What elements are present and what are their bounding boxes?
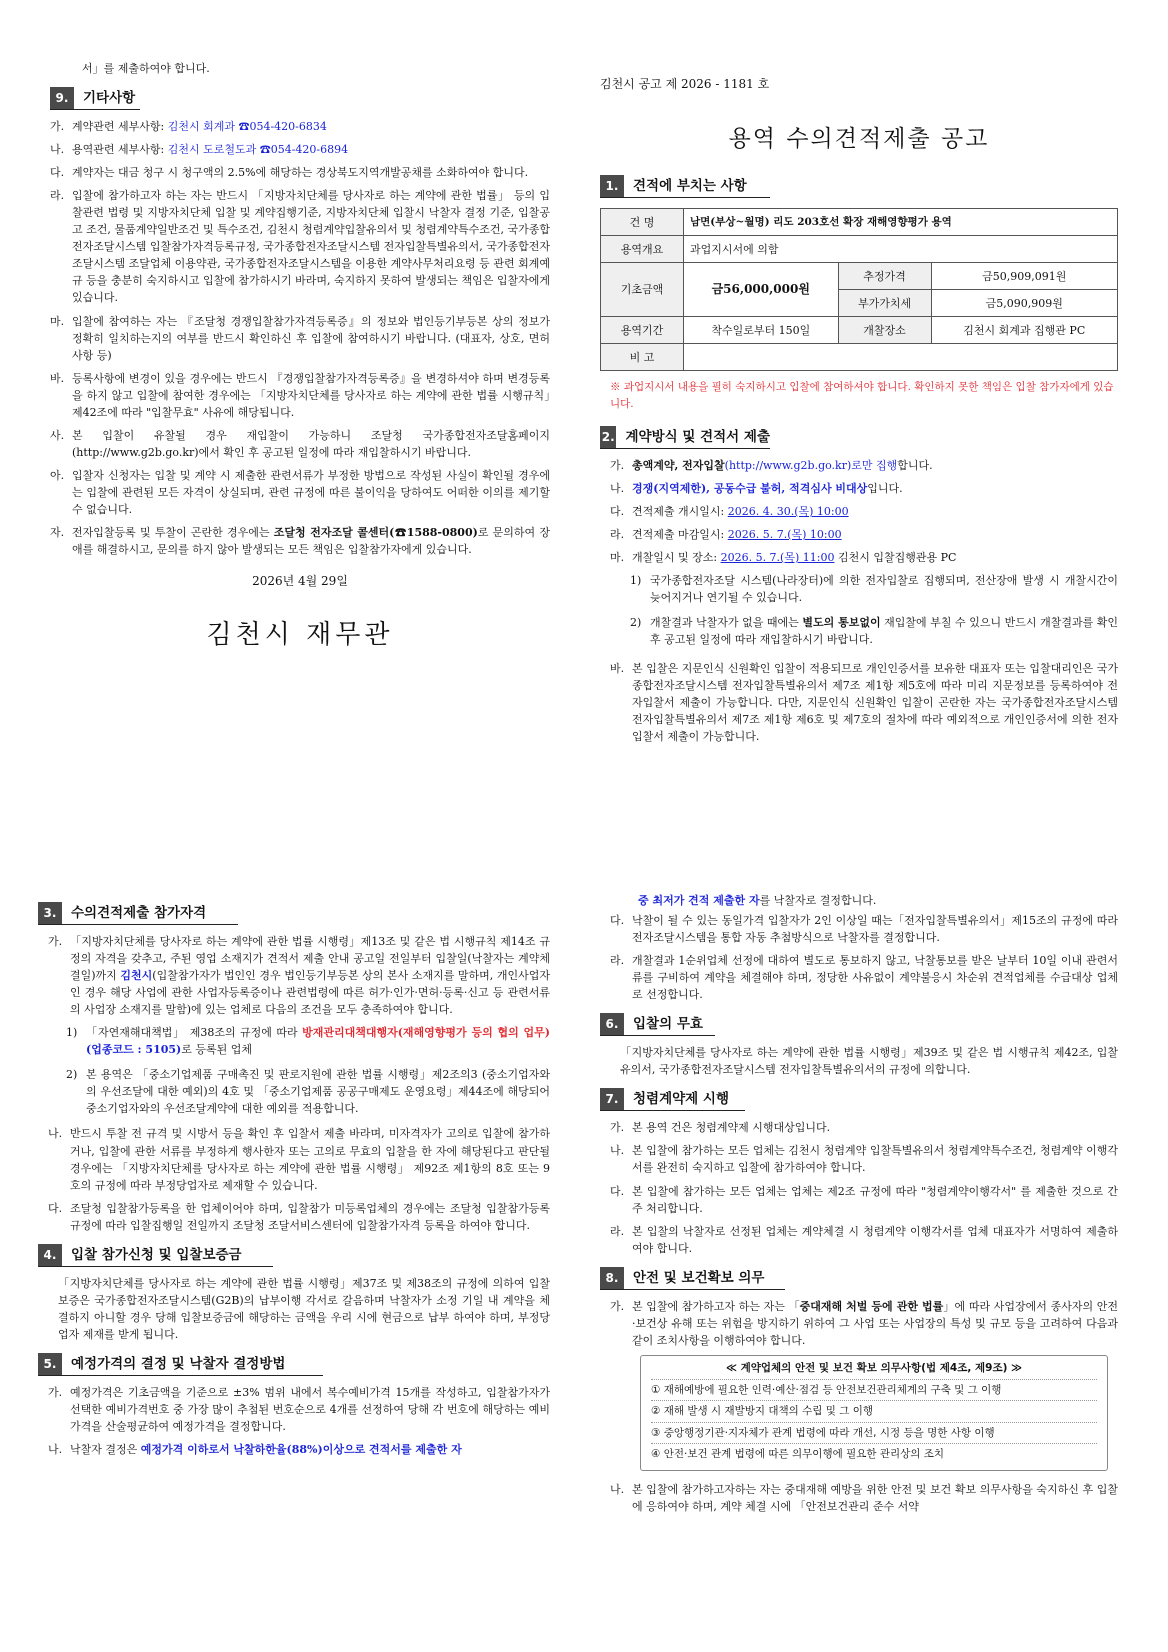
item-ga: 가. 계약관련 세부사항: 김천시 회계과 ☎054-420-6834 [50,120,327,134]
notice-date: 2026년 4월 29일 [252,574,348,589]
item-ra: 라. 개찰결과 1순위업체 선정에 대하여 별도로 통보하지 않고, 낙찰통보를 받은 날부터 10일 이내 관련서류를 구비하여 계약을 체결해야 하며, 정당한 사유없이 계약불응시 차순위 견적업체를 수급대상 업체로 선정합니다. [610,954,1118,1002]
g2b-link: (http://www.g2b.go.kr)로만 집행 [724,458,898,472]
list-item: ④ 안전·보건 관계 법령에 따른 의무이행에 필요한 관리상의 조치 [651,1443,1097,1464]
call-center: 조달청 전자조달 콜센터(☎1588-0800) [273,526,478,540]
right-top-column [600,75,1118,751]
notice-number: 김천시 공고 제 2026 - 1181 호 [600,77,770,91]
section-5-header: 5. 예정가격의 결정 및 낙찰자 결정방법 [38,1353,323,1376]
item-ga: 가. 「지방자치단체를 당사자로 하는 계약에 관한 법률 시행령」제13조 및 같은 법 시행규칙 제14조 규정의 자격을 갖추고, 주된 영업 소재지가 견적서 제출 안내 공고일 전일부터 입찰일(낙찰자는 계약체결일)까지 김천시(입찰참가자가 법인인 경우 법인등기부등본 상의 본사 소재지를 말하며, 개인사업자인 경우 해당 사업에 관한 사업자등록증이나 관련법령에 따른 허가·인가·면허·등록·신고 등 관련서류의 사업장 소재지를 말함)에 있는 업체로 다음의 조건을 모두 충족하여야 합니다. [48,935,551,1017]
section-1-header: 1. 견적에 부치는 사항 [600,175,770,198]
item-da: 다. 본 입찰에 참가하는 모든 업체는 업체는 제2조 규정에 따라 "청렴계약이행각서" 를 제출한 것으로 간주 처리합니다. [610,1184,1118,1215]
warning-note: ※ 과업지시서 내용을 필히 숙지하시고 입찰에 참여하셔야 합니다. 확인하지 못한 책임은 입찰 참가자에게 있습니다. [610,381,1114,410]
phone-contact: 김천시 도로철도과 ☎054-420-6894 [167,143,349,157]
item-da: 다. 견적제출 개시일시: 2026. 4. 30.(목) 10:00 [610,504,849,518]
section-7-header: 7. 청렴계약제 시행 [600,1088,745,1111]
item-na: 나. 반드시 투찰 전 규격 및 시방서 등을 확인 후 입찰서 제출 바라며, 미자격자가 고의로 입찰에 참가하거나, 입찰에 관한 서류를 부정하게 행사한자 또는 고의로 무효의 입찰을 한 자에 해당된다고 판단될 경우에는 「지방자치단체를 당사자로 하는 계약에 관한 법률 시행령」 제92조 제1항의 8호 또는 9호의 규정에 따라 부정당업자로 제재할 수 있습니다. [48,1127,550,1192]
section-6-header: 6. 입찰의 무효 [600,1013,715,1036]
table-row: 용역개요 과업지시서에 의함 [601,236,1118,263]
phone-contact: 김천시 회계과 ☎054-420-6834 [167,120,327,134]
bid-info-table [600,208,1118,371]
item-da: 다. 조달청 입찰참가등록을 한 업체이어야 하며, 입찰참가 미등록업체의 경우에는 조달청 입찰참가등록규정에 따라 입찰집행일 전일까지 조달청 조달서비스센터에 입찰참가자격 등록을 하여야 합니다. [48,1201,550,1232]
table-row: 건 명 남면(부상~월명) 리도 203호선 확장 재해영향평가 용역 [601,209,1118,236]
item-a: 아. 입찰자 신청자는 입찰 및 계약 시 제출한 관련서류가 부정한 방법으로 작성된 사실이 확인될 경우에는 입찰에 관련된 모든 자격이 상실되며, 관련 규정에 따른 불이익을 당하여도 어떠한 이의를 제기할 수 없습니다. [50,468,550,516]
item-ra: 라. 입찰에 참가하고자 하는 자는 반드시 「지방자치단체를 당사자로 하는 계약에 관한 법률」 등의 입찰관련 법령 및 지방자치단체 입찰 및 계약집행기준, 지방자치단체 입찰시 낙찰자 결정 기준, 입찰공고 조건, 물품계약일반조건 및 특수조건, 김천시 청렴계약입찰유의서 및 청렴계약특수조건, 국가종합전자조달시스템 입찰참가자격등록규정, 국가종합전자조달시스템 전자입찰특별유의서, 국가종합전자조달시스템 조달업체 이용약관, 국가종합전자조달시스템을 이용한 계약사무처리요령 등 관련 회계예규 등을 충분히 숙지하시고 입찰에 참가하시기 바라며, 숙지하지 못하여 발생되는 책임은 입찰자에게 있습니다. [50,189,550,305]
section-8-header: 8. 안전 및 보건확보 의무 [600,1267,785,1290]
item-ga: 가. 예정가격은 기초금액을 기준으로 ±3% 범위 내에서 복수예비가격 15개를 작성하고, 입찰참가자가 선택한 예비가격번호 중 가장 많이 추첨된 번호순으로 4개를 선정하여 당해 각 번호에 해당하는 예비가격을 산술평균하여 예정가격을 결정합니다. [48,1385,550,1434]
item-ma: 마. 개찰일시 및 장소: 2026. 5. 7.(목) 11:00 김천시 입찰집행관용 PC [610,550,957,564]
left-bottom-column [38,892,550,1464]
signer-title: 김천시 재무관 [206,619,394,650]
table-row: 비 고 [601,344,1118,371]
list-item: ② 재해 발생 시 재발방지 대책의 수립 및 그 이행 [651,1400,1097,1421]
list-item: ③ 중앙행정기관·지자체가 관계 법령에 따라 개선, 시정 등을 명한 사항 이행 [651,1422,1097,1443]
item-na: 나. 용역관련 세부사항: 김천시 도로철도과 ☎054-420-6894 [50,143,349,157]
table-row: 부가가치세 금5,090,909원 [601,290,1118,317]
item-ma: 마. 입찰에 참여하는 자는 『조달청 경쟁입찰참가자격등록증』의 정보와 법인등기부등본 상의 정보가 정확히 일치하는지의 여부를 반드시 확인하신 후 입찰에 참여하시기 바랍니다. (대표자, 상호, 면허사항 등) [50,314,550,362]
item-sa: 사. 본 입찰이 유찰될 경우 재입찰이 가능하니 조달청 국가종합전자조달홈페이지(http://www.g2b.go.kr)에서 확인 후 공고된 일정에 따라 재입찰하시기 바랍니다. [50,428,550,459]
section-4-header: 4. 입찰 참가신청 및 입찰보증금 [38,1244,273,1267]
table-row: 용역기간 착수일로부터 150일 개찰장소 김천시 회계과 집행관 PC [601,317,1118,344]
page-title: 용역 수의견적제출 공고 [728,125,990,152]
close-datetime: 2026. 5. 7.(목) 10:00 [727,527,842,541]
continued-line: 중 최저가 견적 제출한 자를 낙찰자로 결정합니다. [638,894,877,907]
table-row: 기초금액 금56,000,000원 추정가격 금50,909,091원 [601,263,1118,290]
section-4-paragraph: 「지방자치단체를 당사자로 하는 계약에 관한 법률 시행령」제37조 및 제38조의 규정에 의하여 입찰보증은 국가종합전자조달시스템(G2B)의 납부이행 각서로 갈음하며 낙찰자가 소정 기일 내 계약을 체결하지 아니할 경우 당해 입찰보증금에 해당하는 금액을 우리 시에 현금으로 납부 하여야 하며, 부정당업자 제재를 받게 됩니다. [58,1276,550,1341]
opening-datetime: 2026. 5. 7.(목) 11:00 [720,550,835,564]
item-ba: 바. 등록사항에 변경이 있을 경우에는 반드시 『경쟁입찰참가자격등록증』을 변경하셔야 하며 변경등록을 하지 않고 입찰에 참여한 경우에는 「지방자치단체를 당사자로 하는 계약에 관한 법률 시행규칙」제42조에 따라 "입찰무효" 사유에 해당됩니다. [50,371,550,419]
section-3-header: 3. 수의견적제출 참가자격 [38,902,238,925]
section-6-paragraph: 「지방자치단체를 당사자로 하는 계약에 관한 법률 시행령」제39조 및 같은 법 시행규칙 제42조, 입찰유의서, 국가종합전자조달시스템 전자입찰특별유의서의 규정에 의합니다. [620,1046,1118,1077]
item-da: 다. 낙찰이 될 수 있는 동일가격 입찰자가 2인 이상일 때는「전자입찰특별유의서」제15조의 규정에 따라 전자조달시스템을 통합 자동 추첨방식으로 낙찰자를 결정합니다. [610,914,1118,945]
section-title: 기타사항 [83,90,136,107]
item-ga: 가. 총액계약, 전자입찰(http://www.g2b.go.kr)로만 집행합니다. [610,458,933,472]
item-ja: 자. 전자입찰등록 및 투찰이 곤란한 경우에는 조달청 전자조달 콜센터(☎1588-0800)로 문의하여 장애를 해결하시고, 문의를 하지 않아 발생되는 모든 책임은 입찰참가자에게 있습니다. [50,526,551,557]
section-2-header: 2. 계약방식 및 견적서 제출 [600,426,770,449]
sub-item-1: 1) 「자연재해대책법」 제38조의 규정에 따라 방재관리대책대행자(재해영향평가 등의 협의 업무)(업종코드 : 5105)로 등록된 업체 [66,1026,550,1057]
left-top-column [50,60,550,655]
item-ra: 라. 견적제출 마감일시: 2026. 5. 7.(목) 10:00 [610,527,842,541]
item-na: 나. 낙찰자 결정은 예정가격 이하로서 낙찰하한율(88%)이상으로 견적서를 제출한 자 [48,1443,462,1457]
sub-item-1: 1) 국가종합전자조달 시스템(나라장터)에 의한 전자입찰로 집행되며, 전산장애 발생 시 개찰시간이 늦어지거나 연기될 수 있습니다. [630,574,1118,605]
item-na: 나. 본 입찰에 참가하는 모든 업체는 김천시 청렴계약 입찰특별유의서 청렴계약특수조건, 청렴계약 이행각서를 완전히 숙지하고 입찰에 참가하여야 합니다. [610,1144,1118,1175]
item-ga: 가. 본 입찰에 참가하고자 하는 자는 「중대재해 처벌 등에 관한 법률」에 따라 사업장에서 종사자의 안전·보건상 유해 또는 위험을 방지하기 위하여 그 사업 또는 사업장의 특성 및 규모 등을 고려하여 다음과 같이 조치사항을 이행하여야 합니다. [610,1299,1118,1347]
sub-item-2: 2) 본 용역은 「중소기업제품 구매촉진 및 판로지원에 관한 법률 시행령」제2조의3 (중소기업자와의 우선조달에 대한 예외)의 4호 및 「중소기업제품 공공구매제도 운영요령」제44조에 해당되어 중소기업자와의 우선조달계약에 대한 예외를 적용합니다. [66,1068,550,1116]
section-number: 9. [50,87,74,109]
sub-item-2: 2) 개찰결과 낙찰자가 없을 때에는 별도의 통보없이 재입찰에 부칠 수 있으니 반드시 개찰결과를 확인 후 공고된 일정에 따라 재입찰하시기 바랍니다. [630,616,1119,647]
open-datetime: 2026. 4. 30.(목) 10:00 [727,504,849,518]
safety-duty-box [640,1355,1108,1471]
item-na: 나. 본 입찰에 참가하고자하는 자는 중대재해 예방을 위한 안전 및 보건 확보 의무사항을 숙지하신 후 입찰에 응하여야 하며, 계약 체결 시에 「안전보건관리 준수 서약 [610,1483,1118,1514]
item-da: 다. 계약자는 대금 청구 시 청구액의 2.5%에 해당하는 경상북도지역개발공채를 소화하여야 합니다. [50,166,529,180]
continued-line: 서」를 제출하여야 합니다. [82,62,210,75]
section-9-header [50,87,140,110]
item-ba: 바. 본 입찰은 지문인식 신원확인 입찰이 적용되므로 개인인증서를 보유한 대표자 또는 입찰대리인은 국가종합전자조달시스템 전자입찰특별유의서 제7조 제1항 제5호에 따라 미리 지문정보를 등록하여야 전자입찰서 제출이 가능합니다. 다만, 지문인식 신원확인 입찰이 곤란한 자는 국가종합전자조달시스템 전자입찰특별유의서 제7조 제1항 제6호 및 제7호의 절차에 따라 예외적으로 개인인증서에 의한 전자입찰서 제출이 가능합니다. [610,662,1118,744]
item-ga: 가. 본 용역 건은 청렴계약제 시행대상입니다. [610,1121,831,1135]
right-bottom-column [600,892,1118,1521]
item-na: 나. 경쟁(지역제한), 공동수급 불허, 적격심사 비대상입니다. [610,481,903,495]
item-ra: 라. 본 입찰의 낙찰자로 선정된 업체는 계약체결 시 청렴계약 이행각서를 업체 대표자가 서명하여 제출하여야 합니다. [610,1224,1118,1255]
list-item: ① 재해예방에 필요한 인력·예산·점검 등 안전보건관리체계의 구축 및 그 이행 [651,1379,1097,1400]
box-title: ≪ 계약업체의 안전 및 보건 확보 의무사항(법 제4조, 제9조) ≫ [725,1361,1023,1374]
